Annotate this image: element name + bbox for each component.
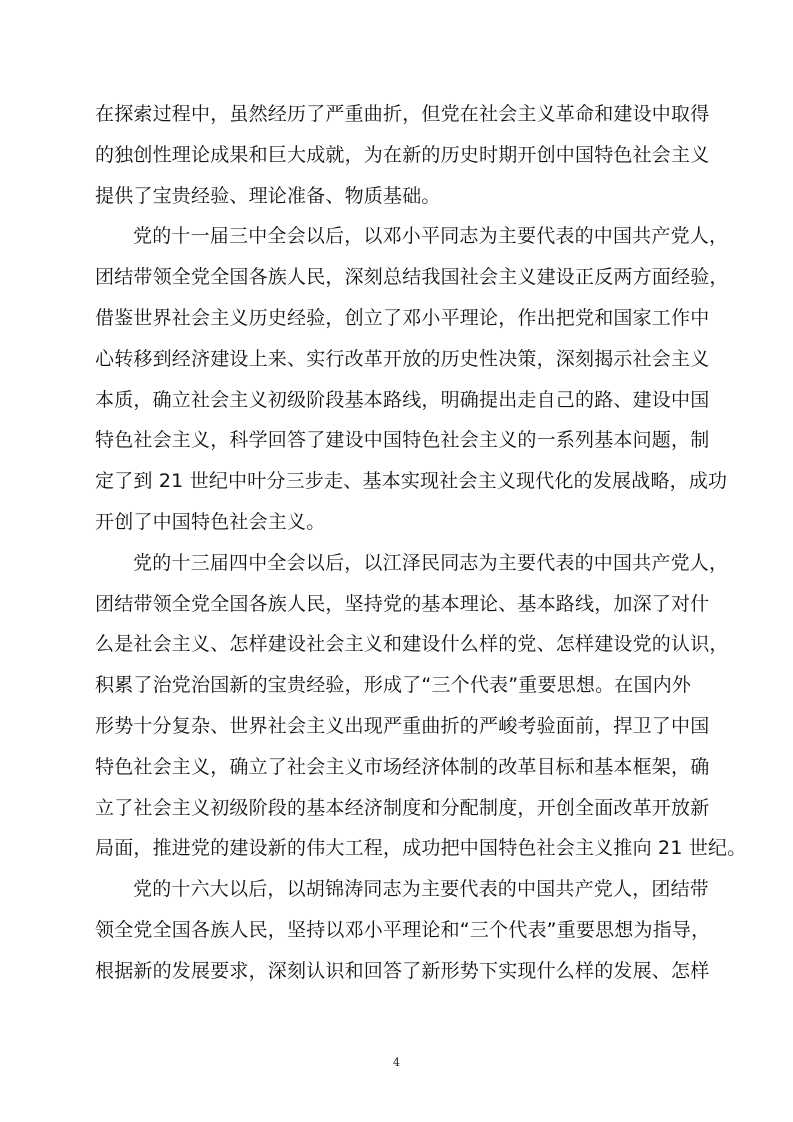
text-line: 的独创性理论成果和巨大成就，为在新的历史时期开创中国特色社会主义: [95, 143, 710, 166]
text-line: 立了社会主义初级阶段的基本经济制度和分配制度，开创全面改革开放新: [95, 796, 710, 819]
paragraph-first-line: 党的十三届四中全会以后，以江泽民同志为主要代表的中国共产党人，: [133, 551, 729, 574]
text-line: 提供了宝贵经验、理论准备、物质基础。: [95, 184, 441, 207]
text-line: 局面，推进党的建设新的伟大工程，成功把中国特色社会主义推向 21 世纪。: [95, 837, 747, 860]
text-line: 么是社会主义、怎样建设社会主义和建设什么样的党、怎样建设党的认识，: [95, 633, 729, 656]
text-line: 特色社会主义，确立了社会主义市场经济体制的改革目标和基本框架，确: [95, 755, 710, 778]
text-line: 心转移到经济建设上来、实行改革开放的历史性决策，深刻揭示社会主义: [95, 347, 710, 370]
text-line: 本质，确立社会主义初级阶段基本路线，明确提出走自己的路、建设中国: [95, 388, 710, 411]
text-line: 开创了中国特色社会主义。: [95, 510, 326, 533]
paragraph-first-line: 党的十一届三中全会以后，以邓小平同志为主要代表的中国共产党人，: [133, 225, 729, 248]
paragraph-first-line: 党的十六大以后，以胡锦涛同志为主要代表的中国共产党人，团结带: [133, 878, 710, 901]
text-line: 领全党全国各族人民，坚持以邓小平理论和“三个代表”重要思想为指导，: [95, 918, 711, 941]
text-line: 积累了治党治国新的宝贵经验，形成了“三个代表”重要思想。在国内外: [95, 674, 692, 697]
text-line: 定了到 21 世纪中叶分三步走、基本实现社会主义现代化的发展战略，成功: [95, 470, 728, 493]
page-number: 4: [393, 1056, 400, 1069]
text-line: 根据新的发展要求，深刻认识和回答了新形势下实现什么样的发展、怎样: [95, 959, 710, 982]
text-line: 形势十分复杂、世界社会主义出现严重曲折的严峻考验面前，捍卫了中国: [95, 714, 710, 737]
text-line: 团结带领全党全国各族人民，深刻总结我国社会主义建设正反两方面经验，: [95, 266, 729, 289]
text-line: 团结带领全党全国各族人民，坚持党的基本理论、基本路线，加深了对什: [95, 592, 710, 615]
text-line: 在探索过程中，虽然经历了严重曲折，但党在社会主义革命和建设中取得: [95, 103, 710, 125]
text-line: 借鉴世界社会主义历史经验，创立了邓小平理论，作出把党和国家工作中: [95, 306, 710, 329]
text-line: 特色社会主义，科学回答了建设中国特色社会主义的一系列基本问题，制: [95, 429, 710, 452]
body-text: [95, 94, 747, 992]
